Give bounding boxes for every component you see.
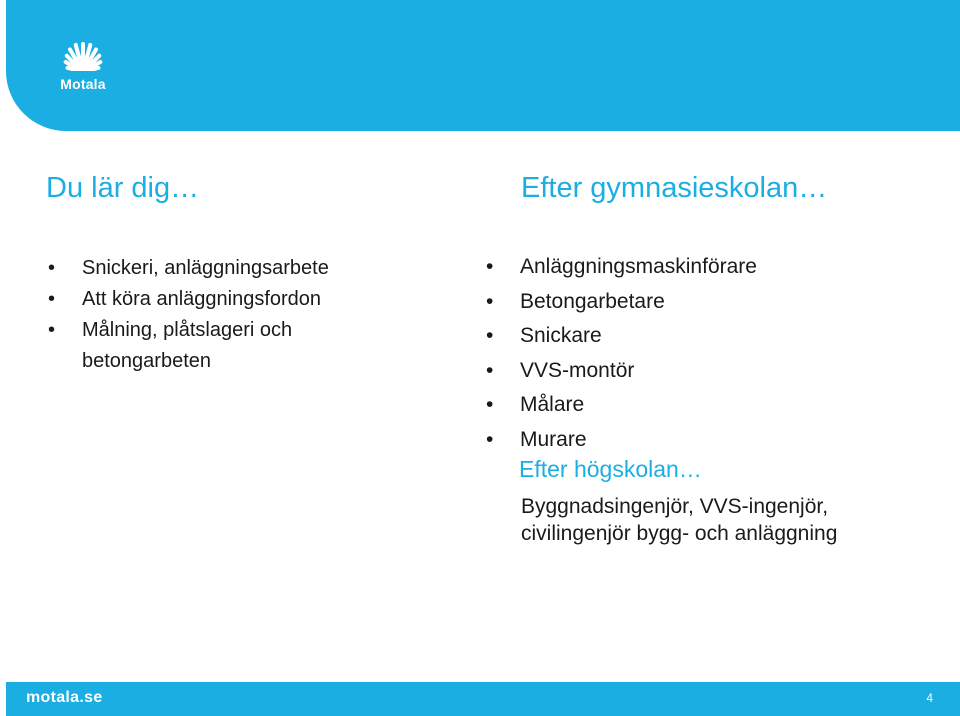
list-item: • Murare xyxy=(484,423,924,458)
left-bullet-list xyxy=(46,253,406,377)
list-item: • VVS-montör xyxy=(484,354,924,389)
list-item: • Målare xyxy=(484,388,924,423)
list-item: • Anläggningsmaskinförare xyxy=(484,250,924,285)
right-column-heading: Efter gymnasieskolan… xyxy=(521,172,828,204)
university-subheading: Efter högskolan… xyxy=(519,456,702,482)
page-number: 4 xyxy=(926,691,933,705)
list-item: • Betongarbetare xyxy=(484,285,924,320)
fan-emblem-icon xyxy=(48,40,118,80)
list-item: • Snickeri, anläggningsarbete xyxy=(46,253,406,284)
list-item: • Snickare xyxy=(484,319,924,354)
motala-logo xyxy=(48,40,118,96)
footer-band xyxy=(6,682,960,716)
list-item: • Målning, plåtslageri och betongarbeten xyxy=(46,315,406,377)
list-item: • Att köra anläggningsfordon xyxy=(46,284,406,315)
logo-text: Motala xyxy=(60,76,106,92)
right-bullet-list xyxy=(484,250,924,457)
university-careers-text: Byggnadsingenjör, VVS-ingenjör, civilingenjör bygg- och anläggning xyxy=(521,495,838,545)
left-column-heading: Du lär dig… xyxy=(46,172,200,204)
header-band xyxy=(6,0,960,131)
footer-brand: motala.se xyxy=(26,689,103,706)
